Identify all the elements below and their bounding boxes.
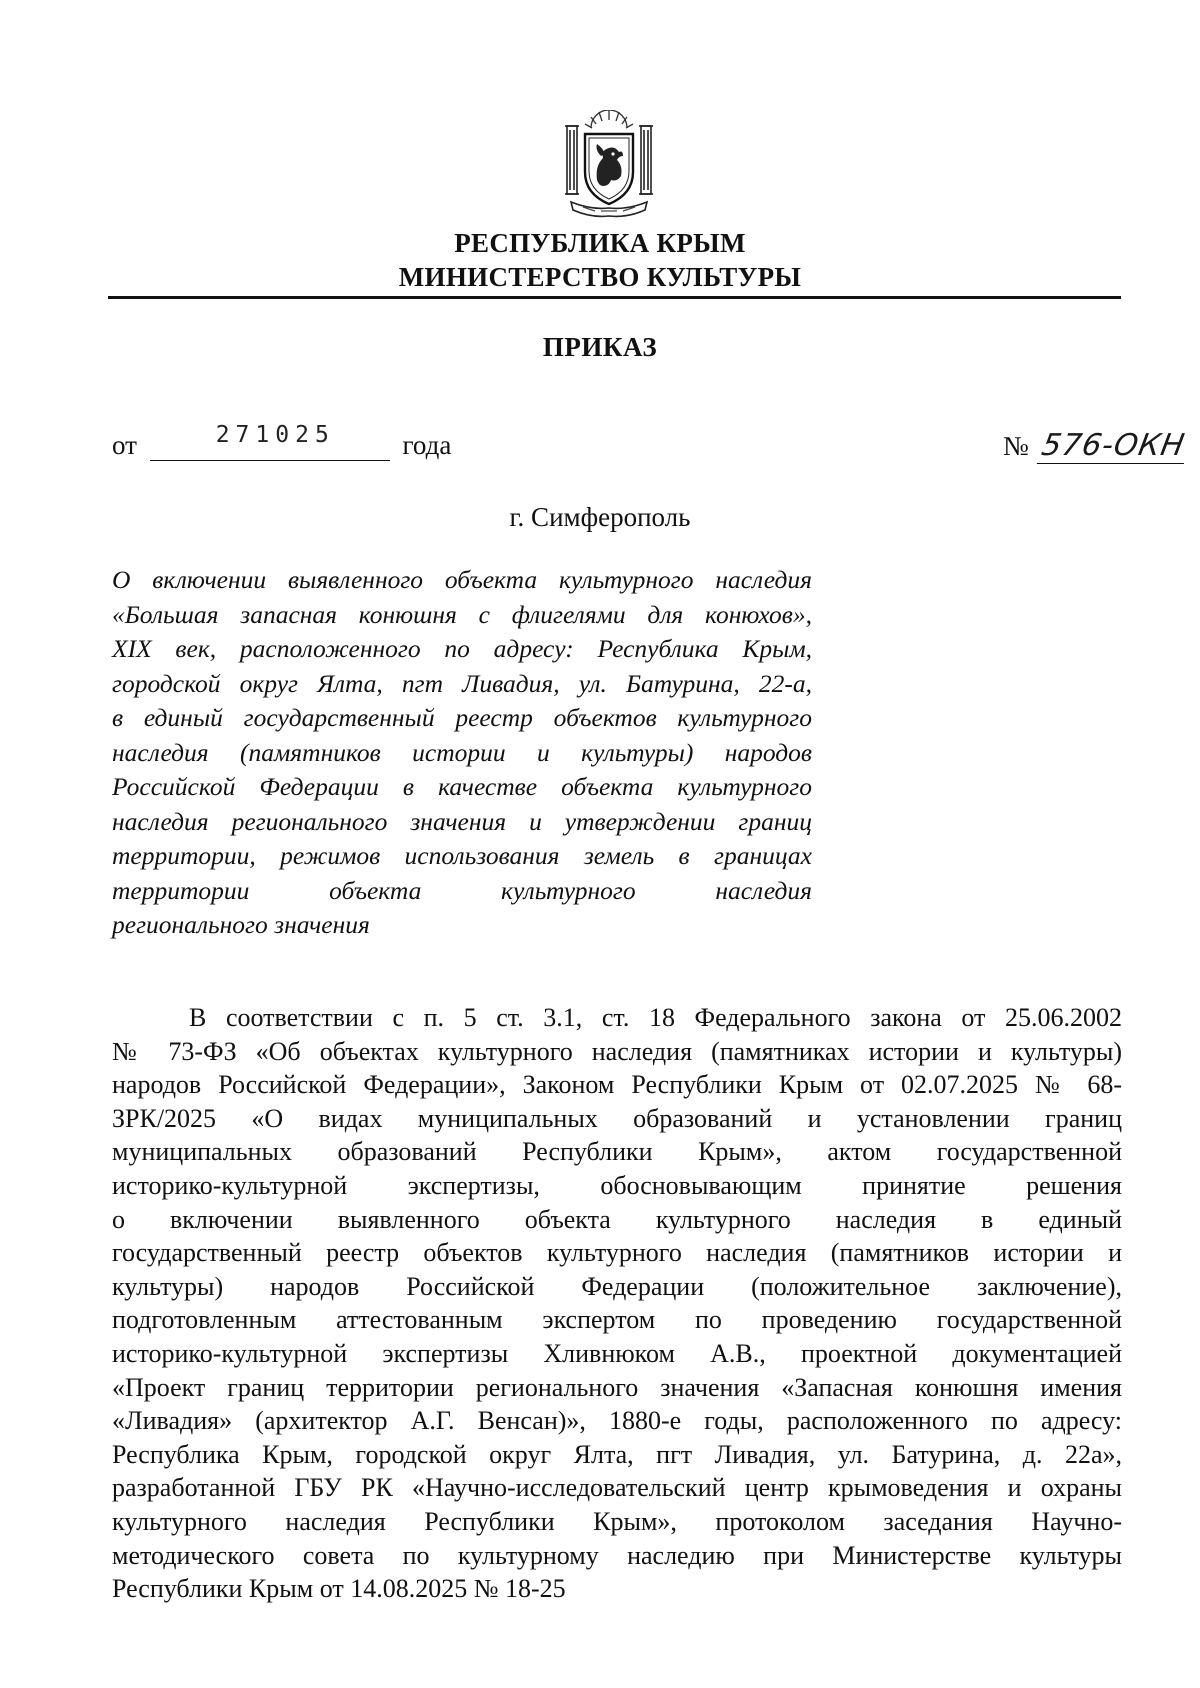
body-line: культуры) народов Российской Федерации (положительное заключение),	[112, 1271, 1122, 1301]
body-line: В соответствии с п. 5 ст. 3.1, ст. 18 Федерального закона от 25.06.2002	[189, 1003, 1122, 1032]
body-line: историко-культурной экспертизы Хливнюком А.В., проектной документацией	[112, 1338, 1122, 1368]
subject-line: городской округ Ялта, пгт Ливадия, ул. Батурина, 22-а,	[112, 668, 812, 698]
body-line: Республики Крым от 14.08.2025 № 18-25	[112, 1574, 566, 1604]
body-line: «Ливадия» (архитектор А.Г. Венсан)», 1880-е годы, расположенного по адресу:	[112, 1406, 1122, 1436]
body-line: государственный реестр объектов культурного наследия (памятников истории и	[112, 1238, 1122, 1268]
body-line: о включении выявленного объекта культурного наследия в единый	[112, 1204, 1122, 1234]
order-subject	[112, 563, 812, 943]
subject-line: территории, режимов использования земель в границах	[112, 841, 812, 870]
body-line: методического совета по культурному наследию при Министерстве культуры	[112, 1540, 1122, 1570]
subject-line: наследия регионального значения и утверждении границ	[112, 806, 812, 836]
order-number: 576-ОКН	[1036, 428, 1189, 464]
document-type: ПРИКАЗ	[542, 332, 658, 362]
subject-line: в единый государственный реестр объектов культурного	[112, 703, 812, 732]
date-value: 271025	[215, 422, 335, 448]
subject-line: XIX век, расположенного по адресу: Республика Крым,	[112, 634, 812, 663]
body-line: народов Российской Федерации», Законом Республики Крым от 02.07.2025 № 68-	[112, 1070, 1122, 1100]
body-line: подготовленным аттестованным экспертом по проведению государственной	[112, 1305, 1122, 1335]
number-row	[1003, 428, 1186, 464]
subject-line: наследия (памятников истории и культуры) народов	[112, 737, 812, 767]
body-line: историко-культурной экспертизы, обосновывающим принятие решения	[112, 1170, 1122, 1200]
header-divider	[108, 296, 1121, 299]
city: г. Симферополь	[509, 502, 691, 532]
body-line: культурного наследия Республики Крым», протоколом заседания Научно-	[112, 1506, 1122, 1536]
body-line: разработанной ГБУ РК «Научно-исследовательский центр крымоведения и охраны	[112, 1473, 1122, 1503]
date-field	[150, 422, 390, 461]
crimea-coat-of-arms-icon	[561, 110, 657, 220]
body-line: ЗРК/2025 «О видах муниципальных образований и установлении границ	[112, 1103, 1122, 1133]
ministry-name: МИНИСТЕРСТВО КУЛЬТУРЫ	[398, 262, 802, 292]
date-row	[112, 422, 452, 461]
body-line: муниципальных образований Республики Крым», актом государственной	[112, 1137, 1122, 1167]
subject-line: Российской Федерации в качестве объекта культурного	[112, 772, 812, 801]
subject-line: «Большая запасная конюшня с флигелями для конюхов»,	[112, 599, 812, 629]
subject-line: О включении выявленного объекта культурного наследия	[112, 565, 812, 594]
republic-name: РЕСПУБЛИКА КРЫМ	[454, 228, 746, 258]
body-line: Республика Крым, городской округ Ялта, пгт Ливадия, ул. Батурина, д. 22а»,	[112, 1439, 1122, 1469]
body-line: № 73-ФЗ «Об объектах культурного наследия (памятниках истории и культуры)	[112, 1036, 1122, 1066]
number-prefix: №	[1003, 431, 1029, 461]
subject-line: регионального значения	[112, 910, 370, 939]
date-suffix: года	[402, 430, 452, 460]
date-prefix: от	[112, 430, 137, 460]
order-body	[112, 1001, 1122, 1606]
body-line: «Проект границ территории регионального значения «Запасная конюшня имения	[112, 1372, 1122, 1402]
subject-line: территории объекта культурного наследия	[112, 875, 812, 905]
